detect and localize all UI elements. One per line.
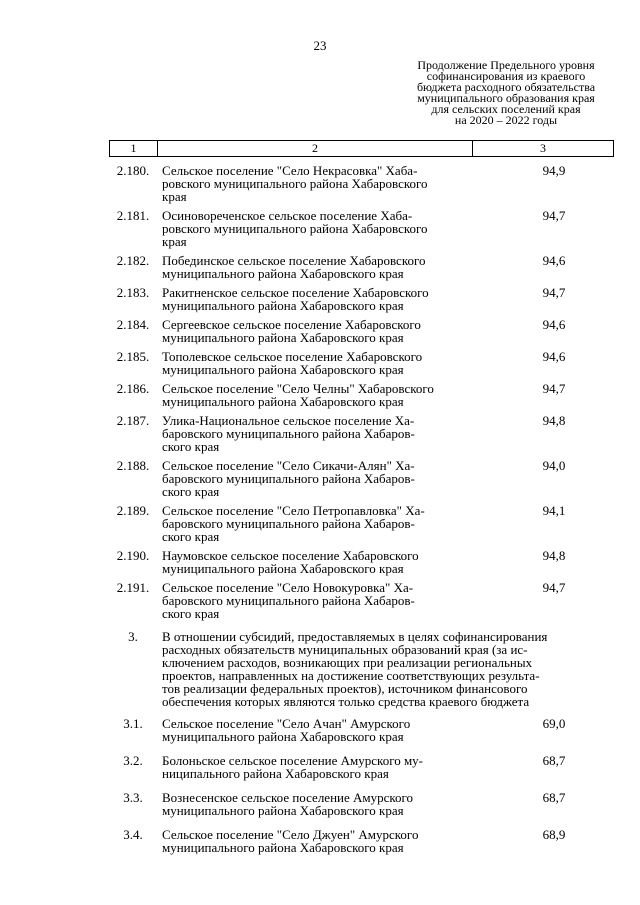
settlement-name <box>162 459 477 498</box>
settlement-name <box>162 717 477 743</box>
row-number: 3.1. <box>123 716 143 731</box>
cofinancing-value: 94,0 <box>542 458 566 473</box>
section-text-line: обеспечения которых являются только средства краевого бюджета <box>162 694 530 709</box>
row-number: 2.190. <box>116 548 150 563</box>
header-col-value: 3 <box>540 141 546 155</box>
row-number: 2.187. <box>116 413 150 428</box>
settlement-name-line: Осиновореченское сельское поселение Хаба- <box>162 208 413 223</box>
settlement-name-line: муниципального района Хабаровского края <box>162 803 404 818</box>
settlement-name <box>162 504 477 543</box>
cofinancing-value: 94,8 <box>542 548 566 563</box>
cofinancing-value: 68,7 <box>542 790 566 805</box>
section-text <box>162 630 614 708</box>
cofinancing-value: 94,9 <box>542 163 566 178</box>
settlement-name-line: Сельское поселение "Село Челны" Хабаровского <box>162 381 434 396</box>
row-number: 2.185. <box>116 349 150 364</box>
section-text-line: проектов, направленных на достижение соответствующих результа- <box>162 668 540 683</box>
settlement-name-line: Сельское поселение "Село Сикачи-Алян" Ха- <box>162 458 415 473</box>
cofinancing-value: 94,1 <box>542 503 566 518</box>
section-text-line: ключением расходов, возникающих при реализации региональных <box>162 655 533 670</box>
settlement-name <box>162 791 477 817</box>
settlement-name <box>162 549 477 575</box>
page-number: 23 <box>313 38 327 53</box>
settlement-name-line: Наумовское сельское поселение Хабаровского <box>162 548 419 563</box>
caption-line: на 2020 – 2022 годы <box>454 113 558 127</box>
settlement-name-line: баровского муниципального района Хабаров- <box>162 593 415 608</box>
cofinancing-value: 94,8 <box>542 413 566 428</box>
cofinancing-value: 68,7 <box>542 753 566 768</box>
settlement-name-line: баровского муниципального района Хабаров- <box>162 516 415 531</box>
settlement-name-line: Тополевское сельское поселение Хабаровского <box>162 349 423 364</box>
row-number: 2.180. <box>116 163 150 178</box>
settlement-name-line: ровского муниципального района Хабаровского <box>162 176 428 191</box>
settlement-name-line: Болоньское сельское поселение Амурского му- <box>162 753 424 768</box>
header-col-number: 1 <box>110 141 158 156</box>
row-number: 2.181. <box>116 208 150 223</box>
row-number: 2.189. <box>116 503 150 518</box>
settlement-name-line: края <box>162 189 187 204</box>
settlement-name <box>162 286 477 312</box>
section-number: 3. <box>128 629 138 644</box>
settlement-name-line: ского края <box>162 606 220 621</box>
settlement-name-line: Ракитненское сельское поселение Хабаровского <box>162 285 429 300</box>
cofinancing-value: 94,6 <box>542 253 566 268</box>
settlement-name <box>162 828 477 854</box>
settlement-name <box>162 382 477 408</box>
row-number: 2.186. <box>116 381 150 396</box>
settlement-name-line: Сельское поселение "Село Новокуровка" Ха- <box>162 580 414 595</box>
settlement-name <box>162 164 477 203</box>
settlement-name <box>162 414 477 453</box>
settlement-name-line: ского края <box>162 484 220 499</box>
settlement-name-line: муниципального района Хабаровского края <box>162 266 404 281</box>
settlement-name-line: ровского муниципального района Хабаровского <box>162 221 428 236</box>
settlement-name-line: ниципального района Хабаровского края <box>162 766 389 781</box>
cofinancing-value: 94,7 <box>542 208 566 223</box>
settlement-name <box>162 318 477 344</box>
row-number: 3.4. <box>123 827 143 842</box>
settlement-name-line: Сельское поселение "Село Некрасовка" Хаба- <box>162 163 418 178</box>
section-text-line: расходных обязательств муниципальных образований края (за ис- <box>162 642 528 657</box>
row-number: 2.183. <box>116 285 150 300</box>
header-col-name: 2 <box>158 141 473 156</box>
settlement-name-line: муниципального района Хабаровского края <box>162 330 404 345</box>
settlement-name <box>162 754 477 780</box>
settlement-name-line: Сельское поселение "Село Ачан" Амурского <box>162 716 411 731</box>
caption-line: для сельских поселений края <box>431 102 581 116</box>
settlement-name <box>162 254 477 280</box>
row-number: 3.2. <box>123 753 143 768</box>
cofinancing-value: 94,7 <box>542 580 566 595</box>
row-number: 2.182. <box>116 253 150 268</box>
caption-line: софинансирования из краевого <box>426 69 586 83</box>
cofinancing-value: 94,6 <box>542 349 566 364</box>
settlement-name <box>162 209 477 248</box>
settlement-name <box>162 350 477 376</box>
row-number: 2.191. <box>116 580 150 595</box>
settlement-name-line: Вознесенское сельское поселение Амурского <box>162 790 414 805</box>
settlement-name-line: муниципального района Хабаровского края <box>162 362 404 377</box>
settlement-name-line: муниципального района Хабаровского края <box>162 729 404 744</box>
settlement-name-line: Улика-Национальное сельское поселение Ха- <box>162 413 415 428</box>
cofinancing-value: 68,9 <box>542 827 566 842</box>
row-number: 2.188. <box>116 458 150 473</box>
settlement-name-line: края <box>162 234 187 249</box>
row-number: 2.184. <box>116 317 150 332</box>
settlement-name-line: ского края <box>162 439 220 454</box>
cofinancing-value: 94,7 <box>542 285 566 300</box>
settlement-name-line: муниципального района Хабаровского края <box>162 561 404 576</box>
settlement-name <box>162 581 477 620</box>
caption-line: Продолжение Предельного уровня <box>417 58 595 72</box>
cofinancing-value: 94,7 <box>542 381 566 396</box>
section-text-line: тов реализации федеральных проектов), источником финансового <box>162 681 528 696</box>
caption-line: бюджета расходного обязательства <box>416 80 596 94</box>
settlement-name-line: муниципального района Хабаровского края <box>162 298 404 313</box>
row-number: 3.3. <box>123 790 143 805</box>
cofinancing-value: 69,0 <box>542 716 566 731</box>
caption-line: муниципального образования края <box>417 91 595 105</box>
section-text-line: В отношении субсидий, предоставляемых в целях софинансирования <box>162 629 548 644</box>
table-header <box>109 140 614 157</box>
settlement-name-line: муниципального района Хабаровского края <box>162 394 404 409</box>
settlement-name-line: Побединское сельское поселение Хабаровского <box>162 253 426 268</box>
settlement-name-line: Сергеевское сельское поселение Хабаровского <box>162 317 421 332</box>
settlement-name-line: Сельское поселение "Село Джуен" Амурского <box>162 827 419 842</box>
settlement-name-line: муниципального района Хабаровского края <box>162 840 404 855</box>
appendix-caption <box>388 60 624 126</box>
settlement-name-line: баровского муниципального района Хабаров- <box>162 471 415 486</box>
settlement-name-line: Сельское поселение "Село Петропавловка" Ха- <box>162 503 425 518</box>
settlement-name-line: баровского муниципального района Хабаров- <box>162 426 415 441</box>
settlement-name-line: ского края <box>162 529 220 544</box>
cofinancing-value: 94,6 <box>542 317 566 332</box>
